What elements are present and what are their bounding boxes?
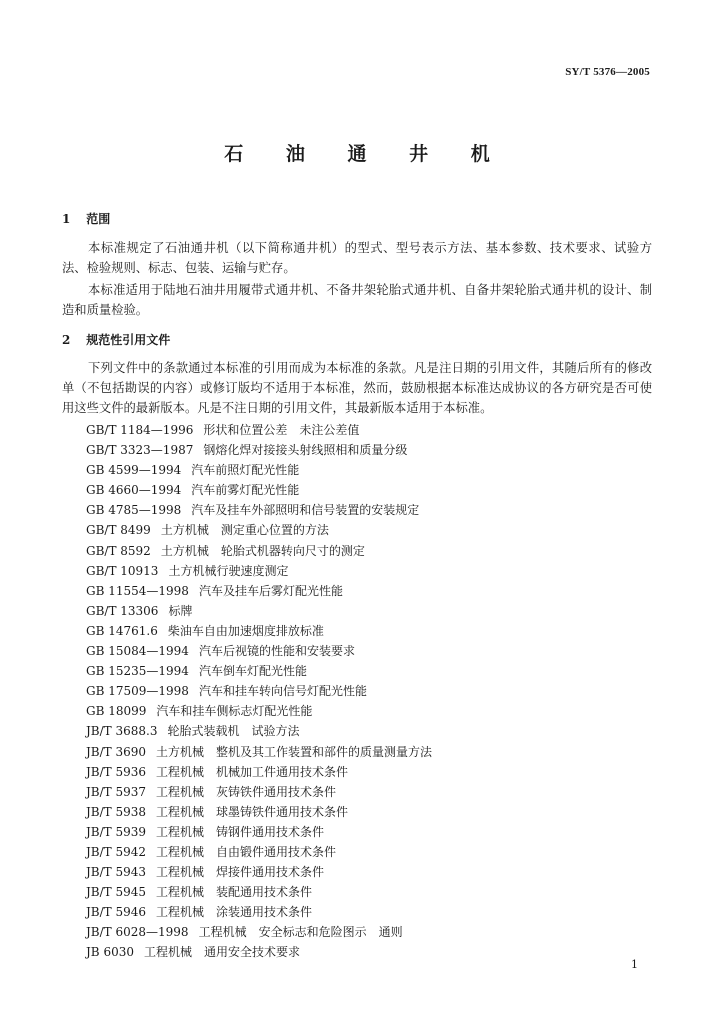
reference-title: 工程机械 通用安全技术要求: [143, 945, 300, 960]
reference-title: 土方机械行驶速度测定: [168, 563, 289, 578]
reference-code: JB 6030: [86, 945, 134, 960]
reference-title: 钢熔化焊对接接头射线照相和质量分级: [203, 443, 408, 458]
reference-item: [86, 721, 432, 741]
reference-title: 标牌: [168, 603, 193, 618]
reference-code: JB/T 5946: [86, 905, 147, 920]
section-title: 范围: [86, 212, 111, 226]
reference-item: [86, 922, 432, 942]
section-number: 1: [62, 212, 71, 226]
reference-code: GB 15084—1994: [86, 644, 189, 659]
reference-code: JB/T 5943: [86, 865, 147, 880]
reference-code: JB/T 5936: [86, 764, 147, 779]
reference-title: 汽车前照灯配光性能: [191, 463, 300, 478]
reference-code: GB 4785—1998: [86, 503, 182, 518]
reference-code: JB/T 6028—1998: [86, 925, 189, 940]
reference-title: 工程机械 机械加工件通用技术条件: [156, 764, 349, 779]
document-title: 石 油 通 井 机: [224, 143, 508, 165]
reference-title: 形状和位置公差 未注公差值: [203, 423, 360, 437]
reference-code: GB 11554—1998: [86, 583, 189, 598]
reference-list: [86, 420, 432, 963]
reference-item: [86, 541, 432, 561]
section-number: 2: [62, 333, 71, 347]
reference-code: GB 4599—1994: [86, 463, 182, 478]
reference-item: [86, 581, 432, 601]
reference-title: 汽车和挂车侧标志灯配光性能: [156, 704, 313, 719]
reference-item: [86, 440, 432, 460]
reference-title: 土方机械 轮胎式机器转向尺寸的测定: [160, 543, 365, 558]
reference-title: 土方机械 测定重心位置的方法: [160, 523, 329, 538]
reference-title: 工程机械 球墨铸铁件通用技术条件: [156, 804, 349, 819]
section-1-heading: [62, 210, 110, 227]
reference-item: [86, 621, 432, 641]
reference-title: 柴油车自由加速烟度排放标准: [167, 623, 324, 638]
reference-code: GB 14761.6: [86, 623, 158, 638]
reference-title: 汽车后视镜的性能和安装要求: [198, 644, 355, 659]
reference-code: JB/T 3690: [86, 744, 147, 759]
reference-item: [86, 742, 432, 762]
reference-title: 汽车及挂车外部照明和信号装置的安装规定: [191, 503, 420, 518]
reference-code: GB 18099: [86, 704, 147, 719]
reference-code: GB/T 13306: [86, 603, 159, 618]
reference-item: [86, 902, 432, 922]
reference-title: 汽车及挂车后雾灯配光性能: [198, 583, 343, 598]
normative-references-intro: 下列文件中的条款通过本标准的引用而成为本标准的条款。凡是注日期的引用文件，其随后所有的修改单（不包括勘误的内容）或修订版均不适用于本标准，然而，鼓励根据本标准达成协议的各方研究是否可使用这些文件的最新版本。凡是不注日期的引用文件，其最新版本适用于本标准。: [62, 361, 652, 415]
section-2-heading: [62, 331, 170, 348]
section-title: 规范性引用文件: [86, 333, 171, 347]
reference-code: JB/T 5945: [86, 885, 147, 900]
reference-title: 汽车和挂车转向信号灯配光性能: [198, 684, 367, 699]
reference-item: [86, 802, 432, 822]
reference-title: 工程机械 安全标志和危险图示 通则: [198, 925, 403, 940]
reference-title: 工程机械 焊接件通用技术条件: [156, 865, 325, 880]
reference-title: 工程机械 涂装通用技术条件: [156, 905, 313, 920]
reference-item: [86, 480, 432, 500]
reference-title: 汽车倒车灯配光性能: [198, 664, 307, 679]
reference-code: GB 17509—1998: [86, 684, 189, 699]
page-number: 1: [631, 958, 638, 971]
standard-code: SY/T 5376—2005: [565, 66, 650, 78]
reference-title: 轮胎式装载机 试验方法: [167, 724, 300, 739]
reference-code: GB 15235—1994: [86, 664, 189, 679]
reference-item: [86, 862, 432, 882]
reference-item: [86, 681, 432, 701]
reference-code: JB/T 5938: [86, 804, 147, 819]
reference-title: 土方机械 整机及其工作装置和部件的质量测量方法: [156, 744, 433, 759]
reference-item: [86, 561, 432, 581]
reference-code: GB/T 10913: [86, 563, 159, 578]
reference-item: [86, 601, 432, 621]
reference-item: [86, 641, 432, 661]
reference-title: 汽车前雾灯配光性能: [191, 483, 300, 498]
reference-item: [86, 460, 432, 480]
reference-item: [86, 782, 432, 802]
reference-item: [86, 420, 432, 440]
reference-item: [86, 822, 432, 842]
reference-code: JB/T 5939: [86, 824, 147, 839]
reference-code: GB/T 1184—1996: [86, 423, 194, 437]
reference-item: [86, 500, 432, 520]
reference-title: 工程机械 灰铸铁件通用技术条件: [156, 784, 337, 799]
reference-title: 工程机械 铸钢件通用技术条件: [156, 824, 325, 839]
reference-code: GB 4660—1994: [86, 483, 182, 498]
reference-code: JB/T 5937: [86, 784, 147, 799]
reference-code: GB/T 8592: [86, 543, 151, 558]
reference-title: 工程机械 装配通用技术条件: [156, 885, 313, 900]
reference-item: [86, 942, 432, 962]
reference-item: [86, 701, 432, 721]
reference-code: GB/T 8499: [86, 523, 151, 538]
reference-item: [86, 882, 432, 902]
reference-code: GB/T 3323—1987: [86, 443, 194, 458]
scope-paragraph-2: 本标准适用于陆地石油井用履带式通井机、不备井架轮胎式通井机、自备井架轮胎式通井机的设计、制造和质量检验。: [62, 283, 652, 317]
scope-paragraph-1: 本标准规定了石油通井机（以下简称通井机）的型式、型号表示方法、基本参数、技术要求、试验方法、检验规则、标志、包装、运输与贮存。: [62, 241, 652, 275]
reference-code: JB/T 5942: [86, 844, 147, 859]
reference-title: 工程机械 自由锻件通用技术条件: [156, 844, 337, 859]
reference-item: [86, 520, 432, 540]
reference-item: [86, 762, 432, 782]
reference-item: [86, 661, 432, 681]
reference-item: [86, 842, 432, 862]
reference-code: JB/T 3688.3: [86, 724, 158, 739]
